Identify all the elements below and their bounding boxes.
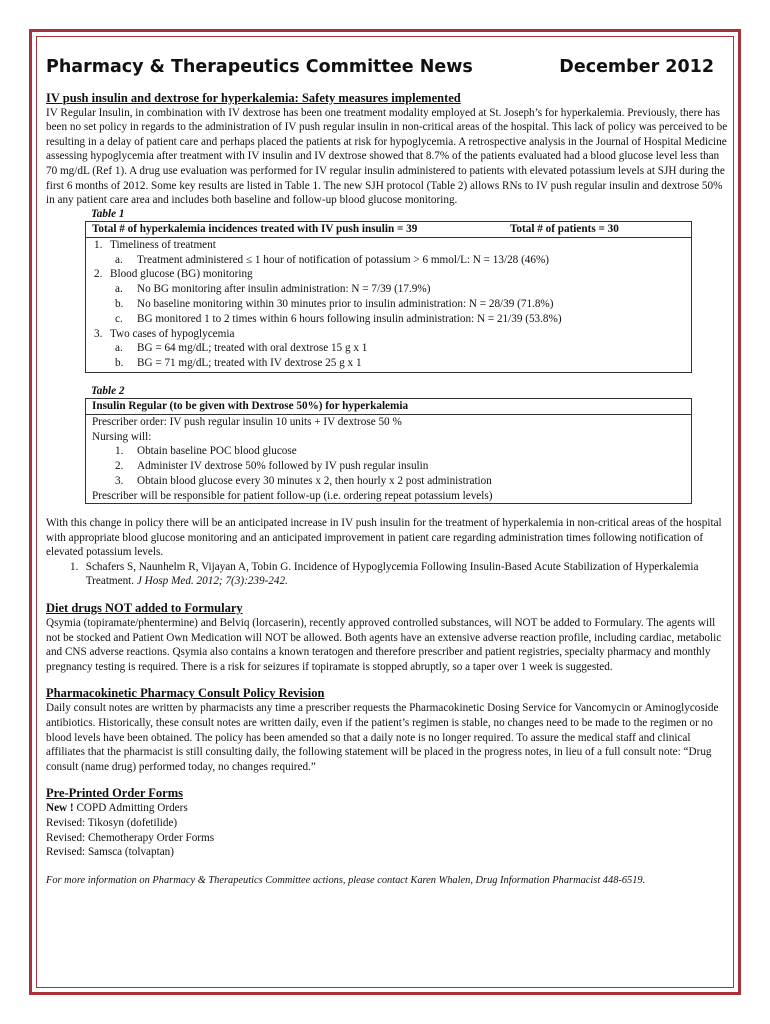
contact-footer: For more information on Pharmacy & Therapeutics Committee actions, please contact Karen Whalen, Drug Information Pharmacist 448-6519. — [46, 874, 646, 886]
section-pk-consult-body: Daily consult notes are written by pharmacists any time a prescriber requests the Pharmacokinetic Dosing Service for Vancomycin or Aminoglycoside antibiotics. Historically, these consult notes are written daily, even if the patient’s regimen is stable, no changes need to be made to the regimen or no blood levels have been obtained. The policy has been amended so that a daily note is no longer required. To assure the medical staff and clinical affiliates that the pharmacist is still consulting daily, the following statement will be placed in the progress notes, in lieu of a full consult note: “Drug consult (name drug) performed today, no changes required.” — [46, 702, 719, 773]
table2-step: 2. Administer IV dextrose 50% followed by IV push regular insulin — [115, 459, 429, 472]
newsletter-header — [46, 57, 728, 77]
new-label: New ! — [46, 802, 74, 815]
order-form-revised: Revised: Tikosyn (dofetilide) — [46, 817, 178, 829]
table1-label: Table 1 — [91, 207, 125, 220]
table2-footer: Prescriber will be responsible for patient follow-up (i.e. ordering repeat potassium levels) — [92, 489, 493, 502]
section-insulin-body: IV Regular Insulin, in combination with IV dextrose has been one treatment modality employed at St. Joseph’s for hyperkalemia. Previously, there has been no set policy in regards to the administration of IV push regular insulin in non-critical areas of the hospital. This lack of policy was perceived to be resulting in a delay of patient care and perhaps placed the patients at risk for hypoglycemia. A retrospective analysis in the Journal of Hospital Medicine assessing hypoglycemia after treatment with IV insulin and IV dextrose showed that 8.7% of the patients evaluated had a blood glucose level less than 70 mg/dL (Ref 1). A drug use evaluation was performed for IV regular insulin administered to patients with elevated potassium levels at SJH during the first 6 months of 2012. Some key results are listed in Table 1. The new SJH protocol (Table 2) allows RNs to IV push regular insulin and dextrose 50% in any patient care area and includes both baseline and follow-up blood glucose monitoring. — [46, 106, 728, 207]
table1-body — [86, 238, 691, 372]
table2-prescriber-order: Prescriber order: IV push regular insulin 10 units + IV dextrose 50 % — [92, 415, 402, 428]
table2-body — [86, 415, 691, 503]
table2-header: Insulin Regular (to be given with Dextrose 50%) for hyperkalemia — [86, 399, 691, 415]
table1-item: 1. Timeliness of treatment — [94, 238, 216, 251]
table1-subitem: c. BG monitored 1 to 2 times within 6 hours following insulin administration: N = 21/39 (53.8%) — [115, 312, 562, 325]
table1-header — [86, 222, 691, 238]
order-form-new: New ! COPD Admitting Orders — [46, 802, 188, 815]
reference-journal: J Hosp Med. 2012; 7(3):239-242. — [136, 575, 288, 588]
table2-step: 1. Obtain baseline POC blood glucose — [115, 445, 297, 458]
reference-text: Schafers S, Naunhelm R, Vijayan A, Tobin G. Incidence of Hypoglycemia Following Insulin-Based Acute Stabilization of Hyperkalemia Treatment. — [85, 560, 699, 588]
table2-label: Table 2 — [91, 384, 125, 397]
section-order-forms-title: Pre-Printed Order Forms — [46, 786, 183, 801]
section-insulin-closing: With this change in policy there will be an anticipated increase in IV push insulin for the treatment of hyperkalemia in non-critical areas of the hospital with appropriate blood glucose monitoring and an anticipated improvement in patient care regarding administration times following notification of elevated potassium levels. — [46, 517, 722, 559]
newsletter-title: Pharmacy & Therapeutics Committee News — [46, 57, 473, 77]
table1-subitem: b. No baseline monitoring within 30 minutes prior to insulin administration: N = 28/39 (71.8%) — [115, 297, 554, 310]
table1-subitem: a. BG = 64 mg/dL; treated with oral dextrose 15 g x 1 — [115, 342, 368, 355]
table1-subitem: a. Treatment administered ≤ 1 hour of notification of potassium > 6 mmol/L: N = 13/28 (46%) — [115, 253, 550, 266]
table1-item: 2. Blood glucose (BG) monitoring — [94, 268, 253, 281]
newsletter-date: December 2012 — [559, 57, 714, 77]
section-diet-drugs-body: Qsymia (topiramate/phentermine) and Belviq (lorcaserin), recently approved controlled substances, will NOT be added to Formulary. The agents will not be stocked and Patient Own Medication will NOT be allowed. Both agents have an extensive adverse reaction profile, including cardiac, metabolic and CNS adverse reactions. Qsymia also contains a known teratogen and therefore prescriber and patient registries, specialty pharmacy and monthly pregnancy testing is required. There is a risk for seizures if topiramate is stopped abruptly, so a taper over 1 week is suggested. — [46, 617, 722, 673]
order-form-revised: Revised: Samsca (tolvaptan) — [46, 846, 175, 859]
table1-subitem: a. No BG monitoring after insulin administration: N = 7/39 (17.9%) — [115, 283, 431, 296]
table1-item: 3. Two cases of hypoglycemia — [94, 327, 235, 340]
table1 — [85, 221, 692, 373]
table2 — [85, 398, 692, 504]
section-pk-consult-title: Pharmacokinetic Pharmacy Consult Policy Revision — [46, 686, 325, 701]
table2-step: 3. Obtain blood glucose every 30 minutes x 2, then hourly x 2 post administration — [115, 474, 492, 487]
table1-header-incidences: Total # of hyperkalemia incidences treated with IV push insulin = 39 — [92, 223, 418, 236]
order-form-revised: Revised: Chemotherapy Order Forms — [46, 831, 215, 844]
newsletter — [46, 57, 728, 888]
table1-header-patients: Total # of patients = 30 — [510, 223, 619, 236]
table2-nursing-label: Nursing will: — [92, 430, 152, 443]
table1-subitem: b. BG = 71 mg/dL; treated with IV dextrose 25 g x 1 — [115, 357, 362, 370]
reference-item: 1. Schafers S, Naunhelm R, Vijayan A, Tobin G. Incidence of Hypoglycemia Following Insulin-Based Acute Stabilization of Hyperkalemia Treatment. J Hosp Med. 2012; 7(3):239-242. — [70, 560, 699, 588]
section-insulin-title: IV push insulin and dextrose for hyperkalemia: Safety measures implemented — [46, 90, 461, 105]
section-diet-drugs-title: Diet drugs NOT added to Formulary — [46, 601, 243, 616]
